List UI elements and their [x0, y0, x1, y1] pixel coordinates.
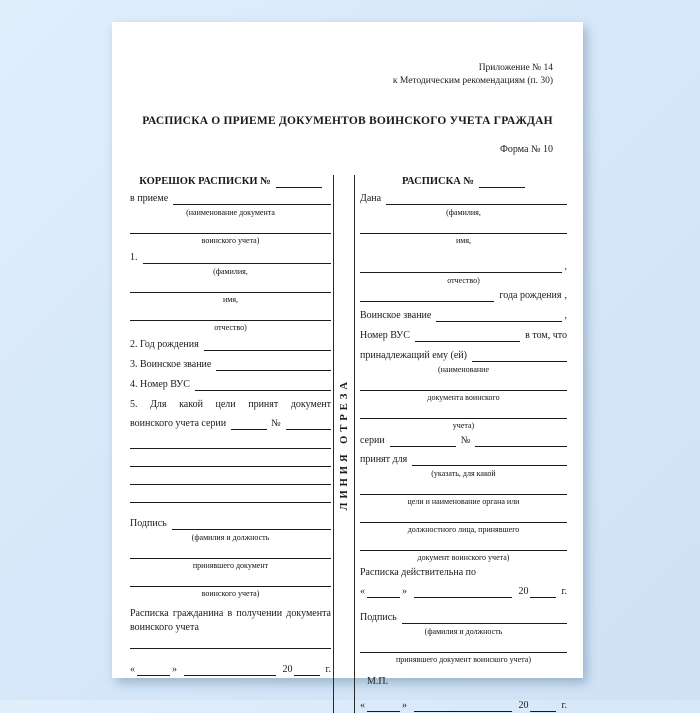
receipt-number-sign: №	[460, 435, 471, 446]
receipt-accepted-for-label: принят для	[360, 454, 408, 465]
receipt-birth-year-label: года рождения	[499, 290, 562, 301]
receipt-birth-year-row	[360, 289, 567, 303]
receipt-purpose-blank-4	[360, 549, 567, 551]
receipt-valid-until-label: Расписка действительна по	[360, 567, 476, 578]
stub-heading	[130, 175, 331, 189]
stub-document-blank-1	[173, 204, 331, 205]
stub-series-blank	[231, 419, 267, 430]
stub-hint-document-2: воинского учета)	[201, 236, 260, 245]
stub-number-blank	[276, 177, 322, 188]
receipt-purpose-blank-3	[360, 521, 567, 523]
receipt-date-year-prefix: 20	[518, 700, 529, 711]
stub-fio-row	[130, 251, 331, 265]
receipt-hint-doc-2: документа воинского	[427, 393, 500, 402]
receipt-hint-name: имя,	[455, 236, 472, 245]
cut-line-label: ЛИНИЯ ОТРЕЗА	[338, 377, 350, 511]
stub-heading-text: КОРЕШОК РАСПИСКИ №	[139, 176, 271, 187]
stub-citizen-signature-blank	[130, 647, 331, 649]
cut-line-divider	[333, 175, 355, 713]
receipt-rank-blank	[436, 321, 561, 322]
receipt-signature-blank	[402, 623, 567, 624]
stub-signature-row	[130, 517, 331, 531]
stub-date-row	[130, 663, 331, 677]
stub-hint-signature-3: воинского учета)	[201, 589, 260, 598]
receipt-hint-purpose-1: (указать, для какой	[431, 469, 496, 478]
stub-hint-document-1: (наименование документа	[186, 208, 275, 217]
receipt-date-close-quote: »	[402, 700, 407, 711]
stub-date-month-blank	[184, 665, 276, 676]
receipt-belongs-row	[360, 349, 567, 363]
stub-item-3-label: 3. Воинское звание	[130, 359, 212, 370]
form-body	[130, 175, 567, 713]
stub-surname-blank	[143, 263, 332, 264]
stub-hint-patronymic: отчество)	[214, 323, 247, 332]
receipt-surname-blank	[386, 204, 567, 205]
receipt-date-day-blank	[367, 701, 400, 712]
receipt-name-blank	[360, 232, 567, 234]
receipt-date-year-blank	[530, 701, 556, 712]
receipt-date-row	[360, 699, 567, 713]
receipt-column	[360, 175, 567, 713]
receipt-patronymic-blank	[360, 272, 562, 273]
receipt-date-year-suffix: г.	[561, 700, 567, 711]
stub-item-5-line1: 5. Для какой цели принят документ	[130, 399, 331, 410]
stub-vus-blank	[195, 390, 331, 391]
receipt-signature-blank-2	[360, 651, 567, 653]
receipt-vus-blank	[415, 341, 520, 342]
receipt-comma-3: ,	[564, 310, 567, 321]
document-page	[112, 22, 583, 711]
receipt-birth-year-blank	[360, 301, 494, 302]
receipt-series-blank	[390, 436, 456, 447]
stub-date-close-quote: »	[172, 664, 177, 675]
receipt-heading	[360, 175, 567, 189]
stub-hint-signature-1: (фамилия и должность	[191, 533, 270, 542]
stub-rank-row	[130, 358, 331, 372]
receipt-doc-number-blank	[475, 446, 567, 447]
stub-birth-year-row	[130, 338, 331, 352]
stub-date-year-prefix: 20	[282, 664, 293, 675]
annex-line-2: к Методическим рекомендациям (п. 30)	[392, 76, 553, 86]
stub-item-4-label: 4. Номер ВУС	[130, 379, 190, 390]
receipt-valid-date-year-prefix: 20	[518, 586, 529, 597]
stub-item-5-line2-label: воинского учета серии	[130, 418, 227, 429]
receipt-hint-patronymic: отчество)	[447, 276, 480, 285]
stub-patronymic-blank	[130, 319, 331, 321]
stub-citizen-receipt-note: Расписка гражданина в получении документа воинского учета	[130, 608, 331, 633]
stub-purpose-blank-1	[130, 447, 331, 449]
receipt-valid-date-year-blank	[530, 587, 556, 598]
receipt-comma-1: ,	[564, 261, 567, 272]
stub-birth-year-blank	[204, 350, 331, 351]
receipt-series-label: серии	[360, 435, 385, 446]
annex-line-1: Приложение № 14	[478, 63, 553, 73]
receipt-valid-date-open-quote: «	[360, 586, 365, 597]
stub-item-5-line2-row	[130, 417, 331, 431]
stub-rank-blank	[216, 370, 331, 371]
stub-date-open-quote: «	[130, 664, 135, 675]
annex-reference	[112, 62, 553, 88]
receipt-accepted-for-row	[360, 453, 567, 467]
receipt-belongs-label: принадлежащий ему (ей)	[360, 350, 467, 361]
stub-date-day-blank	[137, 665, 170, 676]
receipt-given-row	[360, 192, 567, 206]
receipt-hint-purpose-2: цели и наименование органа или	[407, 497, 520, 506]
stub-hint-surname: (фамилия,	[213, 267, 248, 276]
stub-vus-row	[130, 378, 331, 392]
stub-column	[130, 175, 331, 713]
receipt-valid-date-close-quote: »	[402, 586, 407, 597]
receipt-hint-signature-1: (фамилия и должность	[424, 627, 503, 636]
receipt-hint-signature-2: принявшего документ воинского учета)	[395, 655, 531, 664]
receipt-hint-doc-1: (наименование	[437, 365, 489, 374]
stub-date-year-blank	[294, 665, 320, 676]
receipt-doc-blank-1	[472, 361, 567, 362]
stub-signature-blank-3	[130, 585, 331, 587]
receipt-valid-date-year-suffix: г.	[561, 586, 567, 597]
receipt-signature-label: Подпись	[360, 612, 397, 623]
stub-in-accept-row	[130, 192, 331, 206]
receipt-hint-purpose-4: документ воинского учета)	[417, 553, 510, 562]
receipt-purpose-blank-1	[412, 465, 567, 466]
receipt-stamp-label: М.П.	[367, 676, 389, 687]
stub-number-sign: №	[271, 418, 281, 429]
receipt-hint-purpose-3: должностного лица, принявшего	[407, 525, 520, 534]
stub-date-year-suffix: г.	[325, 664, 331, 675]
stub-signature-blank	[172, 529, 331, 530]
receipt-heading-text: РАСПИСКА №	[401, 176, 474, 187]
stub-signature-label: Подпись	[130, 518, 167, 529]
receipt-comma-2: ,	[564, 290, 567, 301]
receipt-hint-surname: (фамилия,	[446, 208, 481, 217]
stub-purpose-blank-2	[130, 465, 331, 467]
receipt-series-row	[360, 434, 567, 448]
stub-purpose-blank-3	[130, 483, 331, 485]
receipt-rank-row	[360, 309, 567, 323]
receipt-date-month-blank	[414, 701, 512, 712]
stub-item-1-no: 1.	[130, 252, 138, 263]
receipt-valid-date-month-blank	[414, 587, 512, 598]
receipt-number-blank	[479, 177, 525, 188]
receipt-rank-label: Воинское звание	[360, 310, 432, 321]
receipt-signature-row	[360, 611, 567, 625]
stub-hint-name: имя,	[222, 295, 239, 304]
receipt-valid-date-day-blank	[367, 587, 400, 598]
receipt-valid-until-date-row	[360, 585, 567, 599]
receipt-doc-blank-3	[360, 417, 567, 419]
receipt-vus-tail: в том, что	[525, 330, 567, 341]
stub-doc-number-blank	[286, 429, 331, 430]
document-title: РАСПИСКА О ПРИЕМЕ ДОКУМЕНТОВ ВОИНСКОГО УЧЕТА ГРАЖДАН	[142, 115, 553, 127]
stub-in-accept-label: в приеме	[130, 193, 169, 204]
stub-document-blank-2	[130, 232, 331, 234]
stub-item-2-label: 2. Год рождения	[130, 339, 199, 350]
stub-purpose-blank-4	[130, 501, 331, 503]
receipt-doc-blank-2	[360, 389, 567, 391]
receipt-hint-doc-3: учета)	[452, 421, 475, 430]
receipt-vus-label: Номер ВУС	[360, 330, 410, 341]
stub-name-blank	[130, 291, 331, 293]
receipt-date-open-quote: «	[360, 700, 365, 711]
receipt-given-label: Дана	[360, 193, 382, 204]
form-number: Форма № 10	[500, 144, 553, 155]
receipt-patronymic-row	[360, 260, 567, 274]
stub-signature-blank-2	[130, 557, 331, 559]
receipt-purpose-blank-2	[360, 493, 567, 495]
receipt-vus-row	[360, 329, 567, 343]
stub-hint-signature-2: принявшего документ	[192, 561, 269, 570]
